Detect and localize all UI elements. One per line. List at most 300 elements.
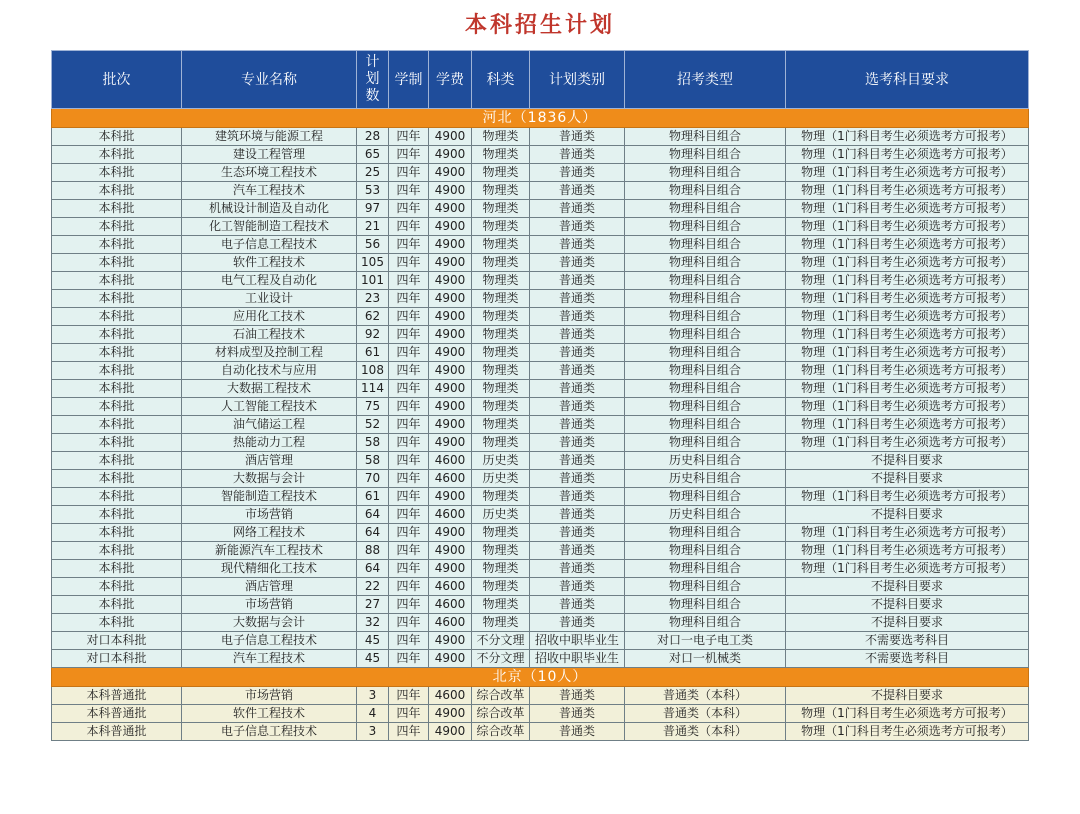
cell-subject-category: 综合改革 <box>472 687 530 705</box>
cell-admission-type: 普通类（本科） <box>625 687 786 705</box>
cell-batch: 本科批 <box>52 506 182 524</box>
cell-plan-category: 普通类 <box>530 614 625 632</box>
cell-batch: 本科批 <box>52 434 182 452</box>
cell-subject-requirement: 物理（1门科目考生必须选考方可报考） <box>786 164 1029 182</box>
cell-admission-type: 物理科目组合 <box>625 218 786 236</box>
header-duration: 学制 <box>389 51 429 109</box>
cell-admission-type: 物理科目组合 <box>625 128 786 146</box>
cell-admission-type: 物理科目组合 <box>625 272 786 290</box>
cell-tuition: 4900 <box>429 254 472 272</box>
cell-tuition: 4900 <box>429 272 472 290</box>
cell-admission-type: 物理科目组合 <box>625 434 786 452</box>
cell-batch: 本科批 <box>52 128 182 146</box>
cell-tuition: 4600 <box>429 614 472 632</box>
cell-tuition: 4600 <box>429 452 472 470</box>
cell-duration: 四年 <box>389 434 429 452</box>
cell-admission-type: 物理科目组合 <box>625 308 786 326</box>
cell-duration: 四年 <box>389 705 429 723</box>
cell-duration: 四年 <box>389 723 429 741</box>
cell-subject-category: 物理类 <box>472 326 530 344</box>
cell-plan-category: 普通类 <box>530 128 625 146</box>
table-row <box>52 200 1029 218</box>
table-row <box>52 308 1029 326</box>
cell-subject-category: 物理类 <box>472 362 530 380</box>
cell-plan-count: 64 <box>357 524 389 542</box>
cell-major-name: 市场营销 <box>182 596 357 614</box>
cell-subject-category: 不分文理 <box>472 650 530 668</box>
cell-subject-category: 历史类 <box>472 470 530 488</box>
cell-tuition: 4900 <box>429 308 472 326</box>
cell-plan-category: 普通类 <box>530 272 625 290</box>
cell-admission-type: 物理科目组合 <box>625 578 786 596</box>
cell-plan-count: 105 <box>357 254 389 272</box>
page-title: 本科招生计划 <box>464 13 615 38</box>
cell-tuition: 4900 <box>429 218 472 236</box>
table-row <box>52 398 1029 416</box>
cell-subject-requirement: 物理（1门科目考生必须选考方可报考） <box>786 254 1029 272</box>
cell-major-name: 汽车工程技术 <box>182 182 357 200</box>
table-row <box>52 182 1029 200</box>
cell-admission-type: 物理科目组合 <box>625 236 786 254</box>
cell-plan-category: 普通类 <box>530 254 625 272</box>
cell-subject-requirement: 不提科目要求 <box>786 506 1029 524</box>
cell-major-name: 电子信息工程技术 <box>182 236 357 254</box>
header-tuition: 学费 <box>429 51 472 109</box>
cell-batch: 本科批 <box>52 542 182 560</box>
cell-plan-category: 普通类 <box>530 560 625 578</box>
header-plan-count-label: 计划数 <box>365 54 380 104</box>
cell-tuition: 4900 <box>429 182 472 200</box>
cell-duration: 四年 <box>389 146 429 164</box>
cell-batch: 本科批 <box>52 236 182 254</box>
cell-plan-category: 普通类 <box>530 380 625 398</box>
cell-plan-count: 21 <box>357 218 389 236</box>
cell-duration: 四年 <box>389 524 429 542</box>
cell-subject-category: 物理类 <box>472 578 530 596</box>
cell-batch: 本科批 <box>52 452 182 470</box>
cell-subject-category: 物理类 <box>472 254 530 272</box>
cell-plan-category: 招收中职毕业生 <box>530 632 625 650</box>
table-row <box>52 416 1029 434</box>
cell-plan-category: 普通类 <box>530 236 625 254</box>
cell-subject-requirement: 物理（1门科目考生必须选考方可报考） <box>786 128 1029 146</box>
cell-duration: 四年 <box>389 687 429 705</box>
cell-subject-category: 物理类 <box>472 434 530 452</box>
cell-subject-requirement: 物理（1门科目考生必须选考方可报考） <box>786 290 1029 308</box>
cell-plan-count: 88 <box>357 542 389 560</box>
cell-batch: 本科批 <box>52 146 182 164</box>
cell-tuition: 4900 <box>429 326 472 344</box>
table-row <box>52 380 1029 398</box>
cell-subject-category: 历史类 <box>472 452 530 470</box>
cell-admission-type: 对口一电子电工类 <box>625 632 786 650</box>
cell-admission-type: 物理科目组合 <box>625 146 786 164</box>
cell-plan-count: 3 <box>357 687 389 705</box>
cell-admission-type: 物理科目组合 <box>625 560 786 578</box>
table-row <box>52 470 1029 488</box>
cell-subject-requirement: 物理（1门科目考生必须选考方可报考） <box>786 146 1029 164</box>
cell-batch: 本科普通批 <box>52 723 182 741</box>
cell-admission-type: 物理科目组合 <box>625 614 786 632</box>
section-header-row <box>52 668 1029 687</box>
cell-subject-category: 物理类 <box>472 128 530 146</box>
cell-batch: 本科批 <box>52 578 182 596</box>
cell-plan-category: 普通类 <box>530 723 625 741</box>
table-row <box>52 560 1029 578</box>
cell-plan-count: 52 <box>357 416 389 434</box>
cell-subject-requirement: 物理（1门科目考生必须选考方可报考） <box>786 344 1029 362</box>
cell-tuition: 4900 <box>429 705 472 723</box>
cell-plan-count: 45 <box>357 632 389 650</box>
cell-duration: 四年 <box>389 326 429 344</box>
cell-major-name: 化工智能制造工程技术 <box>182 218 357 236</box>
cell-tuition: 4900 <box>429 200 472 218</box>
cell-duration: 四年 <box>389 272 429 290</box>
cell-admission-type: 物理科目组合 <box>625 200 786 218</box>
cell-plan-category: 普通类 <box>530 200 625 218</box>
table-row <box>52 128 1029 146</box>
cell-subject-requirement: 不提科目要求 <box>786 596 1029 614</box>
cell-major-name: 大数据工程技术 <box>182 380 357 398</box>
cell-admission-type: 历史科目组合 <box>625 506 786 524</box>
cell-subject-requirement: 不需要选考科目 <box>786 632 1029 650</box>
cell-subject-category: 物理类 <box>472 398 530 416</box>
cell-plan-count: 92 <box>357 326 389 344</box>
cell-subject-requirement: 不提科目要求 <box>786 614 1029 632</box>
cell-major-name: 电气工程及自动化 <box>182 272 357 290</box>
cell-plan-count: 32 <box>357 614 389 632</box>
cell-major-name: 大数据与会计 <box>182 470 357 488</box>
cell-plan-count: 58 <box>357 452 389 470</box>
cell-major-name: 智能制造工程技术 <box>182 488 357 506</box>
cell-admission-type: 物理科目组合 <box>625 416 786 434</box>
cell-plan-category: 普通类 <box>530 452 625 470</box>
table-row <box>52 218 1029 236</box>
cell-subject-category: 物理类 <box>472 236 530 254</box>
cell-major-name: 市场营销 <box>182 687 357 705</box>
table-row <box>52 614 1029 632</box>
cell-admission-type: 物理科目组合 <box>625 362 786 380</box>
cell-duration: 四年 <box>389 506 429 524</box>
cell-admission-type: 物理科目组合 <box>625 182 786 200</box>
table-row <box>52 344 1029 362</box>
cell-plan-category: 普通类 <box>530 362 625 380</box>
cell-tuition: 4900 <box>429 290 472 308</box>
cell-tuition: 4900 <box>429 398 472 416</box>
cell-batch: 本科批 <box>52 308 182 326</box>
cell-tuition: 4900 <box>429 236 472 254</box>
table-header-row <box>52 51 1029 109</box>
header-plan-count <box>357 51 389 109</box>
cell-subject-requirement: 不提科目要求 <box>786 687 1029 705</box>
cell-subject-category: 物理类 <box>472 560 530 578</box>
cell-plan-category: 普通类 <box>530 416 625 434</box>
cell-plan-category: 普通类 <box>530 687 625 705</box>
cell-major-name: 软件工程技术 <box>182 705 357 723</box>
cell-plan-count: 75 <box>357 398 389 416</box>
header-batch: 批次 <box>52 51 182 109</box>
cell-subject-category: 物理类 <box>472 218 530 236</box>
cell-subject-category: 综合改革 <box>472 723 530 741</box>
cell-plan-category: 普通类 <box>530 218 625 236</box>
cell-plan-count: 25 <box>357 164 389 182</box>
cell-plan-count: 64 <box>357 506 389 524</box>
cell-duration: 四年 <box>389 470 429 488</box>
cell-tuition: 4600 <box>429 470 472 488</box>
cell-major-name: 电子信息工程技术 <box>182 723 357 741</box>
cell-subject-category: 物理类 <box>472 272 530 290</box>
cell-batch: 本科批 <box>52 614 182 632</box>
table-row <box>52 434 1029 452</box>
cell-major-name: 酒店管理 <box>182 452 357 470</box>
cell-plan-category: 普通类 <box>530 434 625 452</box>
cell-batch: 对口本科批 <box>52 632 182 650</box>
cell-subject-requirement: 物理（1门科目考生必须选考方可报考） <box>786 560 1029 578</box>
cell-duration: 四年 <box>389 560 429 578</box>
cell-tuition: 4600 <box>429 687 472 705</box>
cell-subject-category: 物理类 <box>472 488 530 506</box>
cell-major-name: 人工智能工程技术 <box>182 398 357 416</box>
cell-tuition: 4900 <box>429 434 472 452</box>
cell-major-name: 油气储运工程 <box>182 416 357 434</box>
cell-major-name: 工业设计 <box>182 290 357 308</box>
cell-tuition: 4900 <box>429 542 472 560</box>
table-row <box>52 164 1029 182</box>
table-row <box>52 506 1029 524</box>
cell-batch: 本科批 <box>52 488 182 506</box>
cell-admission-type: 物理科目组合 <box>625 398 786 416</box>
cell-duration: 四年 <box>389 380 429 398</box>
table-row <box>52 326 1029 344</box>
cell-batch: 本科批 <box>52 326 182 344</box>
cell-subject-requirement: 物理（1门科目考生必须选考方可报考） <box>786 236 1029 254</box>
cell-plan-category: 招收中职毕业生 <box>530 650 625 668</box>
header-subject-category: 科类 <box>472 51 530 109</box>
cell-admission-type: 物理科目组合 <box>625 290 786 308</box>
cell-plan-count: 62 <box>357 308 389 326</box>
cell-batch: 本科批 <box>52 560 182 578</box>
cell-subject-requirement: 物理（1门科目考生必须选考方可报考） <box>786 416 1029 434</box>
cell-batch: 本科普通批 <box>52 687 182 705</box>
cell-batch: 本科批 <box>52 164 182 182</box>
cell-duration: 四年 <box>389 578 429 596</box>
cell-duration: 四年 <box>389 218 429 236</box>
cell-batch: 本科批 <box>52 218 182 236</box>
cell-duration: 四年 <box>389 650 429 668</box>
cell-admission-type: 普通类（本科） <box>625 723 786 741</box>
cell-plan-category: 普通类 <box>530 488 625 506</box>
cell-tuition: 4600 <box>429 506 472 524</box>
cell-plan-count: 65 <box>357 146 389 164</box>
cell-batch: 本科批 <box>52 380 182 398</box>
cell-subject-requirement: 物理（1门科目考生必须选考方可报考） <box>786 542 1029 560</box>
cell-duration: 四年 <box>389 254 429 272</box>
cell-subject-category: 历史类 <box>472 506 530 524</box>
cell-tuition: 4900 <box>429 164 472 182</box>
header-admission-type: 招考类型 <box>625 51 786 109</box>
cell-subject-category: 物理类 <box>472 182 530 200</box>
cell-major-name: 网络工程技术 <box>182 524 357 542</box>
cell-batch: 本科批 <box>52 398 182 416</box>
cell-duration: 四年 <box>389 398 429 416</box>
cell-batch: 本科批 <box>52 254 182 272</box>
cell-subject-requirement: 物理（1门科目考生必须选考方可报考） <box>786 723 1029 741</box>
table-row <box>52 488 1029 506</box>
cell-major-name: 石油工程技术 <box>182 326 357 344</box>
cell-plan-category: 普通类 <box>530 146 625 164</box>
cell-admission-type: 物理科目组合 <box>625 344 786 362</box>
cell-plan-category: 普通类 <box>530 506 625 524</box>
cell-plan-category: 普通类 <box>530 326 625 344</box>
cell-batch: 本科批 <box>52 272 182 290</box>
table-row <box>52 596 1029 614</box>
cell-subject-category: 物理类 <box>472 380 530 398</box>
cell-plan-category: 普通类 <box>530 290 625 308</box>
cell-tuition: 4600 <box>429 596 472 614</box>
cell-subject-category: 物理类 <box>472 146 530 164</box>
cell-plan-count: 64 <box>357 560 389 578</box>
cell-subject-requirement: 不提科目要求 <box>786 452 1029 470</box>
cell-plan-count: 4 <box>357 705 389 723</box>
cell-plan-count: 45 <box>357 650 389 668</box>
cell-major-name: 大数据与会计 <box>182 614 357 632</box>
cell-tuition: 4900 <box>429 416 472 434</box>
cell-major-name: 汽车工程技术 <box>182 650 357 668</box>
table-row <box>52 542 1029 560</box>
cell-plan-count: 56 <box>357 236 389 254</box>
table-row <box>52 578 1029 596</box>
cell-plan-category: 普通类 <box>530 164 625 182</box>
cell-major-name: 市场营销 <box>182 506 357 524</box>
cell-plan-category: 普通类 <box>530 398 625 416</box>
cell-major-name: 应用化工技术 <box>182 308 357 326</box>
header-subject-requirement: 选考科目要求 <box>786 51 1029 109</box>
cell-tuition: 4900 <box>429 488 472 506</box>
cell-duration: 四年 <box>389 200 429 218</box>
cell-subject-requirement: 不需要选考科目 <box>786 650 1029 668</box>
cell-duration: 四年 <box>389 290 429 308</box>
header-major-name: 专业名称 <box>182 51 357 109</box>
cell-major-name: 现代精细化工技术 <box>182 560 357 578</box>
cell-duration: 四年 <box>389 344 429 362</box>
cell-tuition: 4900 <box>429 344 472 362</box>
cell-subject-requirement: 物理（1门科目考生必须选考方可报考） <box>786 434 1029 452</box>
cell-batch: 本科批 <box>52 290 182 308</box>
cell-admission-type: 物理科目组合 <box>625 326 786 344</box>
cell-subject-category: 综合改革 <box>472 705 530 723</box>
cell-admission-type: 历史科目组合 <box>625 470 786 488</box>
cell-duration: 四年 <box>389 308 429 326</box>
enrollment-table-container <box>51 50 1028 741</box>
cell-tuition: 4900 <box>429 128 472 146</box>
cell-duration: 四年 <box>389 488 429 506</box>
enrollment-plan-table <box>51 50 1029 741</box>
cell-subject-category: 物理类 <box>472 200 530 218</box>
cell-plan-count: 28 <box>357 128 389 146</box>
cell-duration: 四年 <box>389 596 429 614</box>
cell-plan-category: 普通类 <box>530 524 625 542</box>
cell-subject-category: 不分文理 <box>472 632 530 650</box>
cell-batch: 对口本科批 <box>52 650 182 668</box>
cell-major-name: 建设工程管理 <box>182 146 357 164</box>
cell-major-name: 材料成型及控制工程 <box>182 344 357 362</box>
cell-tuition: 4600 <box>429 578 472 596</box>
cell-plan-category: 普通类 <box>530 596 625 614</box>
cell-duration: 四年 <box>389 128 429 146</box>
cell-batch: 本科批 <box>52 344 182 362</box>
cell-admission-type: 物理科目组合 <box>625 596 786 614</box>
cell-major-name: 电子信息工程技术 <box>182 632 357 650</box>
cell-subject-requirement: 物理（1门科目考生必须选考方可报考） <box>786 524 1029 542</box>
cell-plan-count: 53 <box>357 182 389 200</box>
cell-batch: 本科批 <box>52 416 182 434</box>
section-title: 北京（10人） <box>52 668 1029 687</box>
cell-tuition: 4900 <box>429 524 472 542</box>
cell-tuition: 4900 <box>429 632 472 650</box>
cell-major-name: 自动化技术与应用 <box>182 362 357 380</box>
cell-subject-requirement: 物理（1门科目考生必须选考方可报考） <box>786 200 1029 218</box>
cell-subject-category: 物理类 <box>472 164 530 182</box>
cell-duration: 四年 <box>389 452 429 470</box>
cell-major-name: 软件工程技术 <box>182 254 357 272</box>
cell-plan-count: 58 <box>357 434 389 452</box>
cell-duration: 四年 <box>389 164 429 182</box>
cell-batch: 本科批 <box>52 596 182 614</box>
table-row <box>52 290 1029 308</box>
cell-subject-requirement: 物理（1门科目考生必须选考方可报考） <box>786 326 1029 344</box>
cell-major-name: 酒店管理 <box>182 578 357 596</box>
cell-subject-requirement: 物理（1门科目考生必须选考方可报考） <box>786 182 1029 200</box>
cell-batch: 本科批 <box>52 470 182 488</box>
cell-plan-category: 普通类 <box>530 542 625 560</box>
cell-admission-type: 物理科目组合 <box>625 488 786 506</box>
table-row <box>52 524 1029 542</box>
header-plan-category: 计划类别 <box>530 51 625 109</box>
cell-admission-type: 普通类（本科） <box>625 705 786 723</box>
cell-plan-count: 61 <box>357 488 389 506</box>
cell-duration: 四年 <box>389 614 429 632</box>
cell-tuition: 4900 <box>429 362 472 380</box>
cell-subject-requirement: 不提科目要求 <box>786 470 1029 488</box>
cell-subject-category: 物理类 <box>472 416 530 434</box>
cell-plan-count: 22 <box>357 578 389 596</box>
cell-duration: 四年 <box>389 416 429 434</box>
section-header-row <box>52 109 1029 128</box>
cell-subject-requirement: 物理（1门科目考生必须选考方可报考） <box>786 272 1029 290</box>
cell-batch: 本科批 <box>52 524 182 542</box>
section-title: 河北（1836人） <box>52 109 1029 128</box>
cell-subject-requirement: 不提科目要求 <box>786 578 1029 596</box>
cell-admission-type: 历史科目组合 <box>625 452 786 470</box>
cell-batch: 本科普通批 <box>52 705 182 723</box>
cell-plan-count: 101 <box>357 272 389 290</box>
cell-batch: 本科批 <box>52 362 182 380</box>
cell-plan-count: 61 <box>357 344 389 362</box>
cell-plan-category: 普通类 <box>530 470 625 488</box>
cell-plan-category: 普通类 <box>530 705 625 723</box>
cell-plan-count: 70 <box>357 470 389 488</box>
cell-duration: 四年 <box>389 236 429 254</box>
cell-admission-type: 物理科目组合 <box>625 524 786 542</box>
cell-duration: 四年 <box>389 182 429 200</box>
cell-subject-requirement: 物理（1门科目考生必须选考方可报考） <box>786 705 1029 723</box>
cell-plan-category: 普通类 <box>530 344 625 362</box>
table-row <box>52 236 1029 254</box>
table-row <box>52 705 1029 723</box>
cell-admission-type: 物理科目组合 <box>625 254 786 272</box>
cell-duration: 四年 <box>389 362 429 380</box>
cell-plan-count: 97 <box>357 200 389 218</box>
